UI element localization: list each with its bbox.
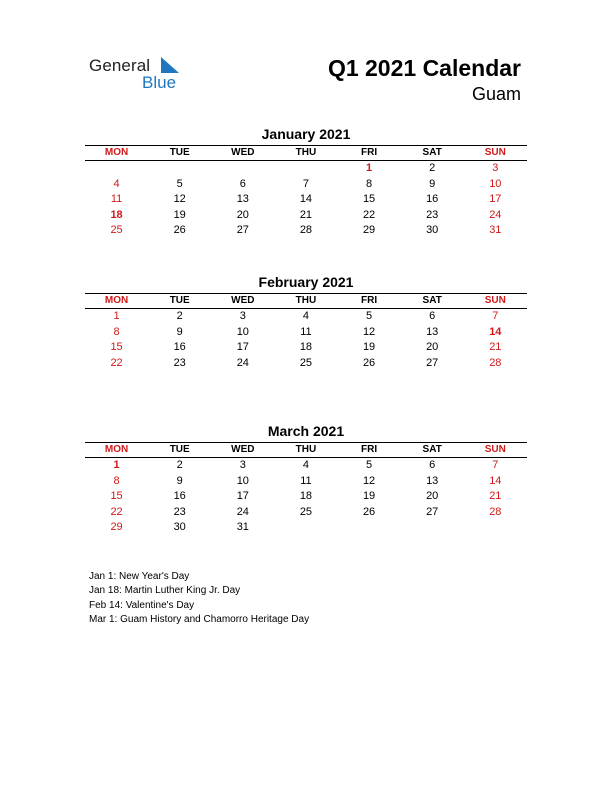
day-cell: 20 — [426, 490, 439, 502]
week-row — [85, 309, 527, 325]
day-cell: 11 — [300, 474, 312, 487]
week-row — [85, 177, 527, 193]
day-cell: 8 — [113, 474, 120, 487]
day-cell: 5 — [176, 177, 183, 190]
day-cell: 7 — [492, 310, 499, 322]
day-cell: 20 — [426, 341, 439, 353]
day-cell: 26 — [362, 505, 376, 518]
day-cell: 1 — [366, 162, 373, 174]
week-row — [85, 161, 527, 177]
day-cell: 26 — [173, 224, 186, 236]
calendar-grid — [85, 145, 527, 239]
weekday-header-row — [85, 294, 527, 309]
day-cell: 30 — [173, 521, 186, 533]
calendar-grid — [85, 442, 527, 536]
day-cell: 4 — [302, 459, 309, 471]
day-cell: 10 — [489, 177, 502, 190]
day-cell: 2 — [176, 459, 183, 471]
day-cell: 26 — [362, 356, 376, 369]
weekday-label: TUE — [169, 295, 190, 306]
logo-triangle-icon — [159, 57, 179, 73]
day-cell: 5 — [366, 310, 373, 322]
weekday-header-row — [85, 443, 527, 458]
weekday-label: SUN — [484, 147, 506, 158]
page-subtitle: Guam — [471, 84, 521, 104]
day-cell: 25 — [110, 224, 123, 236]
day-cell: 28 — [299, 224, 313, 236]
day-cell: 28 — [489, 356, 502, 369]
day-cell: 6 — [429, 310, 436, 322]
day-cell: 31 — [489, 224, 502, 236]
day-cell: 18 — [299, 341, 313, 353]
day-cell: 25 — [299, 356, 313, 369]
day-cell: 9 — [429, 177, 436, 190]
day-cell: 24 — [236, 356, 249, 369]
weekday-label: FRI — [361, 444, 378, 455]
weekday-label: TUE — [169, 444, 190, 455]
day-cell: 14 — [489, 474, 502, 487]
day-cell: 13 — [426, 325, 439, 338]
day-cell: 3 — [239, 310, 246, 322]
week-row — [85, 325, 527, 341]
week-row — [85, 192, 527, 208]
day-cell: 1 — [113, 310, 120, 322]
day-cell — [85, 161, 148, 177]
day-cell: 21 — [299, 208, 313, 221]
weekday-label: WED — [231, 295, 255, 306]
day-cell: 23 — [173, 356, 186, 369]
day-cell: 10 — [236, 474, 249, 487]
month-name: January 2021 — [261, 126, 351, 142]
logo-text-blue: Blue — [142, 73, 177, 92]
day-cell — [148, 161, 211, 177]
week-row — [85, 356, 527, 372]
day-cell: 13 — [236, 193, 249, 205]
day-cell: 15 — [110, 490, 123, 502]
day-cell: 12 — [173, 193, 186, 205]
week-row — [85, 520, 527, 536]
weekday-label: SUN — [484, 444, 506, 455]
weekday-label: MON — [104, 444, 129, 455]
weekday-label: SAT — [422, 147, 442, 158]
day-cell: 20 — [236, 208, 249, 221]
day-cell: 17 — [489, 193, 502, 205]
day-cell: 7 — [302, 177, 309, 190]
week-row — [85, 223, 527, 239]
day-cell — [338, 520, 401, 536]
day-cell: 12 — [362, 325, 376, 338]
day-cell: 29 — [362, 224, 376, 236]
calendar-grid — [85, 293, 527, 371]
day-cell: 17 — [236, 341, 249, 353]
generalblue-logo — [89, 56, 189, 96]
day-cell: 17 — [236, 490, 249, 502]
day-cell: 11 — [300, 325, 312, 338]
day-cell: 19 — [362, 341, 376, 353]
day-cell: 3 — [492, 162, 499, 174]
weekday-label: SUN — [484, 295, 506, 306]
day-cell: 18 — [110, 208, 123, 221]
day-cell: 2 — [176, 310, 183, 322]
day-cell: 3 — [239, 459, 246, 471]
holiday-list — [89, 570, 309, 627]
holiday-item: Jan 1: New Year's Day — [89, 571, 190, 582]
weekday-label: WED — [231, 444, 255, 455]
day-cell: 15 — [110, 341, 123, 353]
weekday-label: TUE — [169, 147, 190, 158]
day-cell: 22 — [110, 505, 123, 518]
day-cell: 16 — [173, 490, 186, 502]
day-cell: 6 — [429, 459, 436, 471]
day-cell: 2 — [429, 162, 436, 174]
day-cell: 29 — [110, 521, 123, 533]
month-february — [85, 273, 527, 371]
day-cell: 14 — [299, 193, 313, 205]
day-cell: 10 — [236, 325, 249, 338]
weekday-label: FRI — [361, 295, 378, 306]
day-cell: 27 — [426, 356, 439, 369]
day-cell — [464, 520, 527, 536]
day-cell: 13 — [426, 474, 439, 487]
weekday-label: THU — [295, 295, 317, 306]
weekday-label: WED — [231, 147, 255, 158]
day-cell: 6 — [239, 177, 246, 190]
day-cell: 8 — [113, 325, 120, 338]
month-january — [85, 125, 527, 239]
day-cell: 7 — [492, 459, 499, 471]
day-cell: 9 — [176, 325, 183, 338]
day-cell: 22 — [110, 356, 123, 369]
month-name: February 2021 — [258, 274, 354, 290]
day-cell: 9 — [176, 474, 183, 487]
day-cell: 22 — [362, 208, 376, 221]
weekday-label: SAT — [422, 295, 442, 306]
day-cell — [401, 520, 464, 536]
day-cell: 24 — [236, 505, 249, 518]
page-title: Q1 2021 Calendar — [327, 55, 521, 81]
day-cell: 16 — [426, 193, 439, 205]
holiday-item: Jan 18: Martin Luther King Jr. Day — [89, 585, 241, 597]
day-cell: 18 — [299, 490, 313, 502]
holiday-item: Mar 1: Guam History and Chamorro Heritage Day — [89, 613, 310, 625]
month-march — [85, 422, 527, 536]
day-cell: 1 — [113, 459, 120, 471]
weekday-label: FRI — [361, 147, 378, 158]
weekday-header-row — [85, 146, 527, 161]
day-cell — [211, 161, 274, 177]
day-cell: 5 — [366, 459, 373, 471]
weekday-label: MON — [104, 295, 129, 306]
day-cell — [274, 161, 337, 177]
day-cell: 11 — [110, 193, 123, 205]
week-row — [85, 474, 527, 490]
day-cell: 23 — [426, 208, 439, 221]
weekday-label: MON — [104, 147, 129, 158]
weekday-label: SAT — [422, 444, 442, 455]
day-cell: 25 — [299, 505, 313, 518]
week-row — [85, 208, 527, 224]
week-row — [85, 489, 527, 505]
day-cell: 24 — [489, 208, 502, 221]
day-cell: 27 — [426, 505, 439, 518]
weekday-label: THU — [295, 147, 317, 158]
logo-text-general: General — [89, 56, 151, 75]
day-cell: 27 — [236, 224, 249, 236]
day-cell: 19 — [173, 208, 186, 221]
day-cell: 12 — [362, 474, 376, 487]
weekday-label: THU — [295, 444, 317, 455]
month-name: March 2021 — [267, 423, 345, 439]
day-cell: 4 — [113, 177, 120, 190]
day-cell: 14 — [489, 325, 502, 338]
week-row — [85, 505, 527, 521]
day-cell: 4 — [302, 310, 309, 322]
day-cell — [274, 520, 337, 536]
day-cell: 8 — [366, 177, 373, 190]
day-cell: 21 — [489, 490, 502, 502]
holiday-item: Feb 14: Valentine's Day — [89, 599, 195, 611]
day-cell: 16 — [173, 341, 186, 353]
day-cell: 28 — [489, 505, 502, 518]
day-cell: 23 — [173, 505, 186, 518]
day-cell: 21 — [489, 341, 502, 353]
day-cell: 30 — [426, 224, 439, 236]
day-cell: 31 — [236, 521, 249, 533]
week-row — [85, 340, 527, 356]
day-cell: 15 — [362, 193, 376, 205]
day-cell: 19 — [362, 490, 376, 502]
week-row — [85, 458, 527, 474]
